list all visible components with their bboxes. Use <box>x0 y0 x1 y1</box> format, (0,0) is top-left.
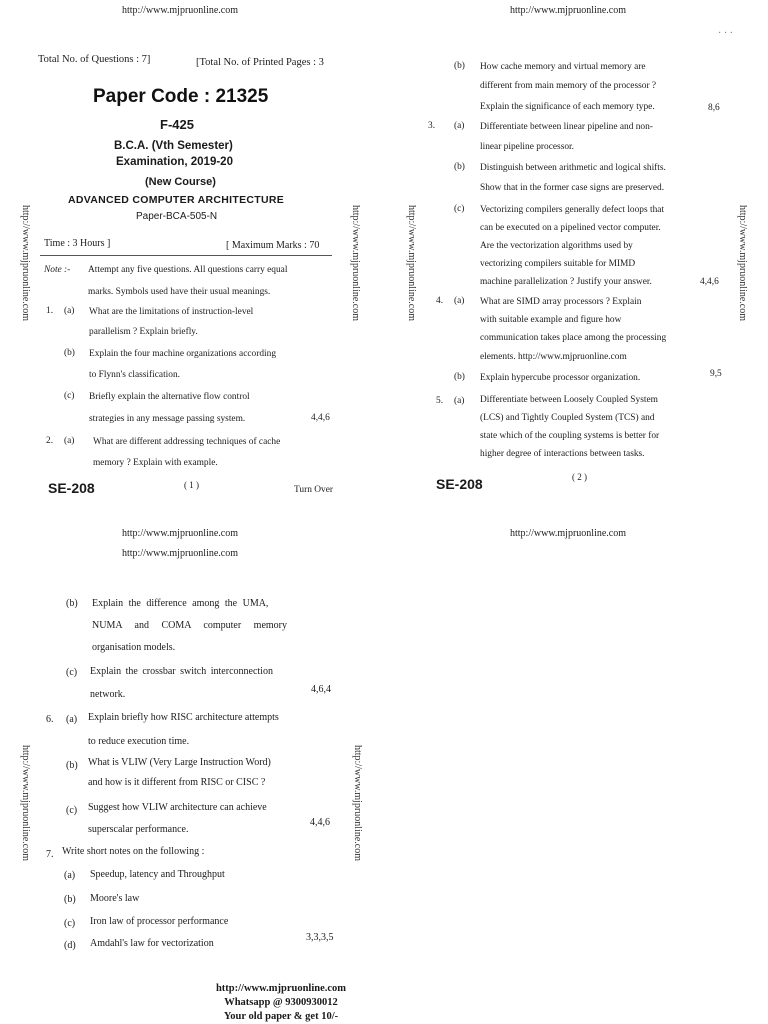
q3c-line-1: Vectorizing compilers generally defect loops that <box>480 205 665 215</box>
page-1 <box>0 0 384 512</box>
top-right-url: http://www.mjpruonline.com <box>510 5 627 16</box>
q5c-label: (c) <box>66 667 78 678</box>
q6b-label: (b) <box>66 760 78 771</box>
q4b-label: (b) <box>454 372 465 382</box>
exam-code: F-425 <box>160 117 194 132</box>
maximum-marks: [ Maximum Marks : 70 <box>226 240 320 251</box>
q5c-line-2: network. <box>90 689 126 700</box>
note-line-1: Attempt any five questions. All questions carry equal <box>88 265 288 275</box>
q6b-line-2: and how is it different from RISC or CISC ? <box>88 777 266 788</box>
side-watermark-1: http://www.mjpruonline.com <box>20 205 31 322</box>
q6a-label: (a) <box>66 714 78 725</box>
paper-number: Paper-BCA-505-N <box>136 211 218 222</box>
q2a-label: (a) <box>64 436 75 446</box>
q7b-label: (b) <box>64 894 76 905</box>
q3c-line-3: Are the vectorization algorithms used by <box>480 241 633 251</box>
q6-marks: 4,4,6 <box>310 817 330 828</box>
q1b-label: (b) <box>64 348 75 358</box>
exam-year: Examination, 2019-20 <box>116 156 233 168</box>
q3c-line-4: vectorizing compilers suitable for MIMD <box>480 259 636 269</box>
q1a-line-2: parallelism ? Explain briefly. <box>89 327 198 337</box>
q7d-text: Amdahl's law for vectorization <box>90 938 214 949</box>
corner-dots: · · · <box>718 28 733 39</box>
side-watermark-6: http://www.mjpruonline.com <box>352 745 363 862</box>
q4a-line-2: with suitable example and figure how <box>480 315 622 325</box>
q6b-line-1: What is VLIW (Very Large Instruction Word) <box>88 757 271 768</box>
header-rule <box>40 255 332 256</box>
q4-number: 4. <box>436 296 444 306</box>
q1a-label: (a) <box>64 306 75 316</box>
q5b-line-2: NUMA and COMA computer memory <box>92 620 287 631</box>
q5b-line-1: Explain the difference among the UMA, <box>92 598 269 609</box>
footer-code-page-2: SE-208 <box>436 476 483 492</box>
q3b-label: (b) <box>454 162 465 172</box>
q7c-label: (c) <box>64 918 76 929</box>
footer-code-page-1: SE-208 <box>48 480 95 496</box>
page-number-2: ( 2 ) <box>572 472 587 482</box>
page3-url-2: http://www.mjpruonline.com <box>122 548 239 559</box>
q4a-line-1: What are SIMD array processors ? Explain <box>480 297 642 307</box>
q6-number: 6. <box>46 714 54 725</box>
course-name: B.C.A. (Vth Semester) <box>114 140 233 152</box>
q4a-line-4: elements. http://www.mjpruonline.com <box>480 352 627 362</box>
q7d-label: (d) <box>64 940 76 951</box>
q5a-line-3: state which of the coupling systems is better for <box>480 431 660 441</box>
q1-marks: 4,4,6 <box>311 413 330 423</box>
bottom-promo <box>196 982 366 1024</box>
q1b-line-1: Explain the four machine organizations according <box>89 349 277 359</box>
q4a-line-3: communication takes place among the processing <box>480 333 667 343</box>
q3c-line-5: machine parallelization ? Justify your answer. <box>480 277 652 287</box>
q5c-line-1: Explain the crossbar switch interconnection <box>90 666 273 677</box>
page4-url: http://www.mjpruonline.com <box>510 528 627 539</box>
q1a-line-1: What are the limitations of instruction-level <box>89 307 254 317</box>
promo-url: http://www.mjpruonline.com <box>215 983 347 994</box>
promo-whatsapp: Whatsapp @ 9300930012 <box>224 997 338 1008</box>
side-watermark-5: http://www.mjpruonline.com <box>20 745 31 862</box>
q2b-line-2: different from main memory of the processor ? <box>480 81 657 91</box>
paper-code: Paper Code : 21325 <box>93 86 269 107</box>
q4a-label: (a) <box>454 296 465 306</box>
q5a-line-4: higher degree of interactions between tasks. <box>480 449 645 459</box>
q6c-line-2: superscalar performance. <box>88 824 189 835</box>
q2b-line-3: Explain the significance of each memory type. <box>480 102 655 112</box>
total-pages: [Total No. of Printed Pages : 3 <box>196 57 324 68</box>
q2b-line-1: How cache memory and virtual memory are <box>480 62 646 72</box>
page-2 <box>384 0 768 512</box>
q6c-label: (c) <box>66 805 78 816</box>
q5-number: 5. <box>436 396 444 406</box>
q3b-line-1: Distinguish between arithmetic and logical shifts. <box>480 163 666 173</box>
q1-number: 1. <box>46 306 54 316</box>
q3a-line-2: linear pipeline processor. <box>480 142 574 152</box>
q4b-line-1: Explain hypercube processor organization. <box>480 373 641 383</box>
page3-url-1: http://www.mjpruonline.com <box>122 528 239 539</box>
page-3 <box>0 512 384 1024</box>
q6a-line-2: to reduce execution time. <box>88 736 190 747</box>
q2a-line-1: What are different addressing techniques of cache <box>93 437 281 447</box>
q7c-text: Iron law of processor performance <box>90 916 229 927</box>
q6c-line-1: Suggest how VLIW architecture can achieve <box>88 802 267 813</box>
promo-offer: Your old paper & get 10/- <box>223 1011 339 1022</box>
q7a-text: Speedup, latency and Throughput <box>90 869 225 880</box>
total-questions: Total No. of Questions : 7] <box>38 54 151 65</box>
q1c-line-1: Briefly explain the alternative flow control <box>89 392 250 402</box>
q3b-line-2: Show that in the former case signs are preserved. <box>480 183 665 193</box>
q3a-line-1: Differentiate between linear pipeline and non- <box>480 122 653 132</box>
q7-intro: Write short notes on the following : <box>62 846 205 857</box>
side-watermark-3: http://www.mjpruonline.com <box>406 205 417 322</box>
q3-number: 3. <box>428 121 436 131</box>
q7-number: 7. <box>46 849 54 860</box>
subject-title: ADVANCED COMPUTER ARCHITECTURE <box>68 194 285 206</box>
q5a-line-2: (LCS) and Tightly Coupled System (TCS) and <box>480 413 655 423</box>
q2a-line-2: memory ? Explain with example. <box>93 458 218 468</box>
q2-number: 2. <box>46 436 54 446</box>
q7a-label: (a) <box>64 870 76 881</box>
q3-marks: 4,4,6 <box>700 277 719 287</box>
side-watermark-4: http://www.mjpruonline.com <box>737 205 748 322</box>
page-number-1: ( 1 ) <box>184 480 199 490</box>
q6a-line-1: Explain briefly how RISC architecture attempts <box>88 712 279 723</box>
q5b-line-3: organisation models. <box>92 642 176 653</box>
q3c-line-2: can be executed on a pipelined vector computer. <box>480 223 661 233</box>
top-left-url: http://www.mjpruonline.com <box>122 5 239 16</box>
note-label: Note :- <box>44 265 71 275</box>
new-course: (New Course) <box>145 176 216 188</box>
q7-marks: 3,3,3,5 <box>306 932 334 943</box>
side-watermark-2: http://www.mjpruonline.com <box>350 205 361 322</box>
note-line-2: marks. Symbols used have their usual meanings. <box>88 287 271 297</box>
q5-marks: 4,6,4 <box>311 684 331 695</box>
time-allowed: Time : 3 Hours ] <box>44 238 111 249</box>
turn-over: Turn Over <box>294 485 333 495</box>
q3c-label: (c) <box>454 204 465 214</box>
q5a-label: (a) <box>454 396 465 406</box>
q3a-label: (a) <box>454 121 465 131</box>
q4-marks: 9,5 <box>710 369 722 379</box>
q1c-line-2: strategies in any message passing system. <box>89 414 246 424</box>
q5b-label: (b) <box>66 598 78 609</box>
q5a-line-1: Differentiate between Loosely Coupled System <box>480 395 658 405</box>
q1c-label: (c) <box>64 391 75 401</box>
q1b-line-2: to Flynn's classification. <box>89 370 181 380</box>
q2b-label: (b) <box>454 61 465 71</box>
q7b-text: Moore's law <box>90 893 140 904</box>
q2-marks: 8,6 <box>708 103 720 113</box>
